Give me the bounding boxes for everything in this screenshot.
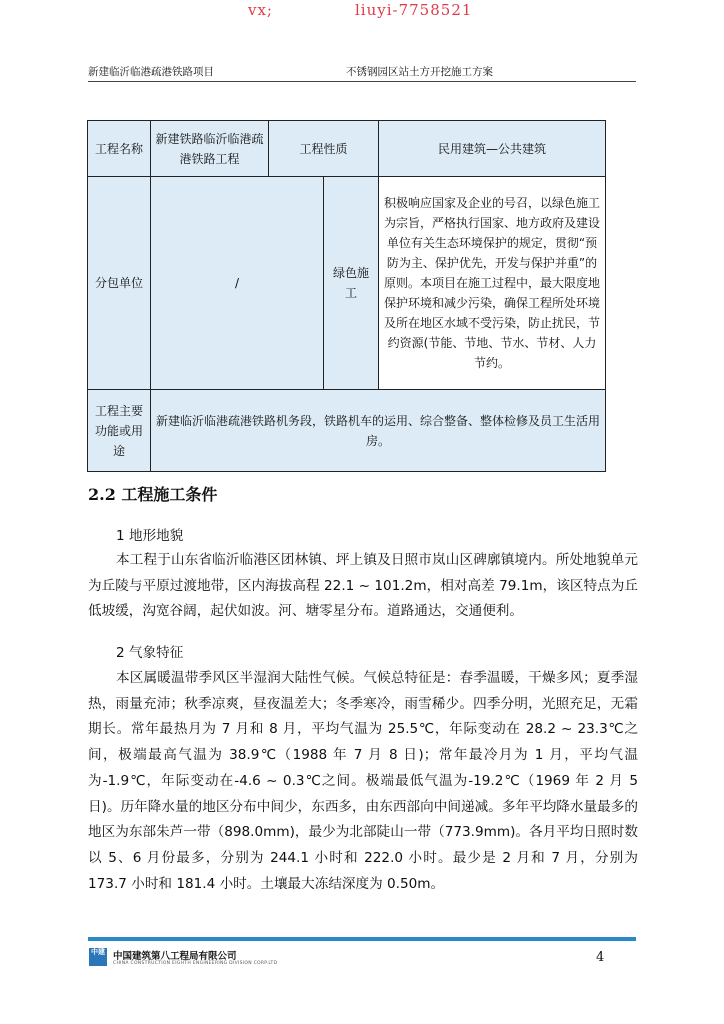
table-row	[88, 177, 606, 390]
company-name-en: CHINA CONSTRUCTION EIGHTH ENGINEERING DIVISION CORP.LTD	[113, 961, 278, 966]
subcontractor-value: /	[151, 177, 324, 390]
project-nature-value: 民用建筑—公共建筑	[379, 121, 606, 177]
watermark	[0, 0, 724, 20]
company-name: 中国建筑第八工程局有限公司	[113, 951, 237, 962]
project-name-label: 工程名称	[88, 121, 151, 177]
table-row	[88, 390, 606, 472]
page-header	[88, 64, 636, 80]
project-info-table	[87, 120, 606, 472]
watermark-left: vx;	[248, 1, 273, 19]
paragraph-climate: 本区属暖温带季风区半湿润大陆性气候。气候总特征是：春季温暖，干燥多风；夏季湿热，雨量充沛；秋季凉爽，昼夜温差大；冬季寒冷，雨雪稀少。四季分明，光照充足，无霜期长。常年最热月为 7 月和 8 月，平均气温为 25.5℃，年际变动在 28.2 ~ 23.3℃之间，极端最高气温为 38.9℃（1988 年 7 月 8 日)；常年最冷月为 1 月，平均气温为-1.9℃，年际变动在-4.6 ~ 0.3℃之间。极端最低气温为-19.2℃（1969 年 2 月 5 日)。历年降水量的地区分布中间少，东西多，由东西部向中间递减。多年平均降水量最多的地区为东部朱芦一带（898.0mm)，最少为北部陡山一带（773.9mm)。各月平均日照时数以 5、6 月份最多，分别为 244.1 小时和 222.0 小时。最少是 2 月和 7 月，分别为 173.7 小时和 181.4 小时。土壤最大冻结深度为 0.50m。	[88, 670, 638, 892]
project-nature-label: 工程性质	[269, 121, 379, 177]
header-doc-title: 不锈钢园区站土方开挖施工方案	[346, 66, 493, 78]
function-value: 新建临沂临港疏港铁路机务段，铁路机车的运用、综合整备、整体检修及员工生活用房。	[151, 390, 606, 472]
project-name-value: 新建铁路临沂临港疏港铁路工程	[151, 121, 269, 177]
subheading-climate: 2 气象特征	[116, 645, 184, 661]
subheading-terrain: 1 地形地貌	[116, 528, 184, 544]
function-label: 工程主要功能或用途	[88, 390, 151, 472]
header-project: 新建临沂临港疏港铁路项目	[88, 66, 214, 78]
green-construction-text: 积极响应国家及企业的号召，以绿色施工为宗旨，严格执行国家、地方政府及建设单位有关生态环境保护的规定，贯彻“预防为主、保护优先，开发与保护并重”的原则。本项目在施工过程中，最大限度地保护环境和减少污染，确保工程所处环境及所在地区水域不受污染，防止扰民，节约资源(节能、节地、节水、节材、人力节约。	[379, 177, 606, 390]
header-rule	[88, 81, 636, 82]
subcontractor-label: 分包单位	[88, 177, 151, 390]
section-title: 2.2 工程施工条件	[88, 485, 218, 504]
footer-rule	[88, 937, 636, 941]
paragraph-terrain: 本工程于山东省临沂临港区团林镇、坪上镇及日照市岚山区碑廓镇境内。所处地貌单元为丘陵与平原过渡地带，区内海拔高程 22.1 ~ 101.2m，相对高差 79.1m，该区特点为丘低坡缓，沟宽谷阔，起伏如波。河、塘零星分布。道路通达，交通便利。	[88, 552, 638, 620]
green-construction-label: 绿色施工	[324, 177, 379, 390]
page-number: 4	[596, 950, 605, 965]
watermark-right: liuyi-7758521	[355, 1, 473, 19]
company-logo-icon: 中建	[89, 948, 107, 966]
table-row	[88, 121, 606, 177]
